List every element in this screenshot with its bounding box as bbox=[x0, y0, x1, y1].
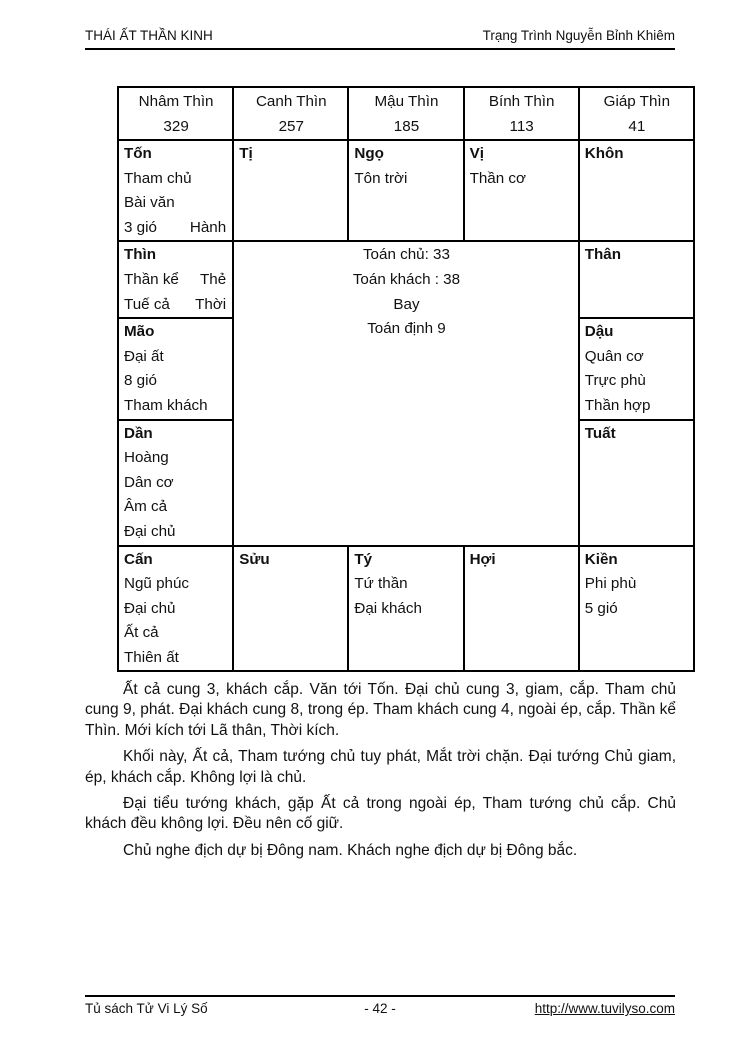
palace-cell-kien bbox=[579, 546, 694, 672]
year-number: 113 bbox=[509, 117, 534, 135]
year-row bbox=[118, 87, 694, 140]
palace-line: Dân cơ bbox=[124, 473, 174, 491]
palace-label: Thìn bbox=[124, 246, 157, 264]
center-line-toan-khach: Toán khách : 38 bbox=[352, 270, 461, 288]
body-paragraph-2: Khối này, Ất cả, Tham tướng chủ tuy phát, Mắt trời chặn. Đại tướng Chủ giam, ép, khách cắp. Không lợi là chủ. bbox=[85, 748, 676, 786]
footer-series-title: Tủ sách Tử Vi Lý Số bbox=[85, 1001, 208, 1016]
palace-line: Bài văn bbox=[124, 194, 175, 212]
palace-label: Thân bbox=[584, 246, 622, 264]
palace-line: Phi phù bbox=[584, 575, 637, 593]
palace-line: 5 gió bbox=[584, 599, 618, 617]
palace-line: Thần cơ bbox=[469, 169, 526, 187]
body-paragraph-3: Đại tiểu tướng khách, gặp Ất cả trong ngoài ép, Tham tướng chủ cắp. Chủ khách đều không lợi. Đều nên cố giữ. bbox=[85, 795, 676, 833]
doc-author: Trạng Trình Nguyễn Bỉnh Khiêm bbox=[482, 28, 675, 43]
year-name: Canh Thìn bbox=[255, 93, 327, 110]
palace-cell-vi bbox=[464, 140, 579, 241]
palace-cell-mao bbox=[118, 318, 233, 419]
palace-label: Ngọ bbox=[354, 145, 384, 162]
palace-label: Mão bbox=[124, 323, 155, 341]
palace-line: 3 gió Hành bbox=[124, 218, 227, 236]
palace-line: Thiên ất bbox=[124, 648, 179, 666]
palace-line: 8 gió bbox=[124, 372, 157, 390]
year-number: 41 bbox=[628, 117, 646, 135]
destiny-chart bbox=[117, 86, 695, 672]
palace-cell-can bbox=[118, 546, 233, 672]
palace-label: Cấn bbox=[124, 550, 153, 568]
year-number: 257 bbox=[278, 117, 304, 135]
doc-footer bbox=[85, 995, 675, 1017]
year-cell-nham-thin bbox=[118, 87, 233, 140]
palace-cell-ty bbox=[348, 546, 463, 672]
center-line-toan-chu: Toán chủ: 33 bbox=[362, 246, 450, 264]
palace-cell-dan bbox=[118, 420, 233, 546]
year-cell-giap-thin bbox=[579, 87, 694, 140]
center-line-toan-dinh: Toán định 9 bbox=[367, 320, 446, 338]
palace-cell-khon bbox=[579, 140, 694, 241]
year-cell-canh-thin bbox=[233, 87, 348, 140]
year-cell-mau-thin bbox=[348, 87, 463, 140]
palace-label: Vị bbox=[469, 145, 484, 162]
palace-label: Hợi bbox=[469, 550, 496, 568]
palace-line: Đại khách bbox=[354, 599, 422, 617]
year-number: 185 bbox=[393, 117, 420, 135]
palace-cell-dau bbox=[579, 318, 694, 419]
palace-line: Tham chủ bbox=[124, 169, 192, 187]
palace-label: Tốn bbox=[124, 145, 152, 162]
palace-label: Khôn bbox=[584, 145, 624, 162]
palace-cell-ngo bbox=[348, 140, 463, 241]
palace-label: Dần bbox=[124, 424, 153, 442]
palace-cell-hoi bbox=[464, 546, 579, 672]
palace-line: Ất cả bbox=[124, 624, 159, 642]
palace-line: Tứ thần bbox=[354, 575, 408, 593]
palace-line: Ngũ phúc bbox=[124, 575, 190, 593]
palace-label: Tị bbox=[239, 145, 253, 162]
body-paragraph-1: Ất cả cung 3, khách cắp. Văn tới Tốn. Đại chủ cung 3, giam, cắp. Tham chủ cung 9, phát. Đại khách cung 8, trong ép. Tham khách cung 4, ngoài ép, cắp. Thần kể Thìn. Mới kích tới Lã thân, Thời kích. bbox=[85, 681, 676, 739]
palace-cell-suu bbox=[233, 546, 348, 672]
palace-line: Trực phù bbox=[584, 372, 646, 390]
footer-website-link[interactable]: http://www.tuvilyso.com bbox=[534, 1001, 675, 1016]
year-name: Giáp Thìn bbox=[603, 93, 671, 110]
palace-line: Đại ất bbox=[124, 347, 164, 365]
palace-line: Tuế cả Thời bbox=[124, 295, 227, 313]
center-line-bay: Bay bbox=[393, 295, 420, 313]
year-number: 329 bbox=[163, 117, 189, 135]
page-number: - 42 - bbox=[364, 1001, 396, 1016]
palace-label: Kiền bbox=[584, 550, 618, 568]
palace-row-top bbox=[118, 140, 694, 241]
palace-cell-thin bbox=[118, 241, 233, 318]
palace-line: Đại chủ bbox=[124, 522, 176, 540]
body-paragraph-4: Chủ nghe địch dự bị Đông nam. Khách nghe địch dự bị Đông bắc. bbox=[123, 841, 578, 859]
palace-label: Tý bbox=[354, 550, 373, 568]
palace-line: Tôn trời bbox=[354, 169, 408, 187]
palace-line: Hoàng bbox=[124, 449, 169, 467]
palace-line: Tham khách bbox=[124, 396, 208, 414]
palace-cell-ton bbox=[118, 140, 233, 241]
chart-center bbox=[233, 241, 579, 545]
palace-cell-tuat bbox=[579, 420, 694, 546]
doc-title: THÁI ẤT THẦN KINH bbox=[85, 28, 213, 43]
palace-line: Quân cơ bbox=[584, 347, 644, 365]
palace-label: Tuất bbox=[584, 424, 616, 442]
year-name: Bính Thìn bbox=[488, 93, 555, 110]
palace-label: Dậu bbox=[584, 323, 614, 341]
palace-line: Thần hợp bbox=[584, 396, 651, 414]
palace-row-middle-1 bbox=[118, 241, 694, 318]
year-name: Nhâm Thìn bbox=[138, 93, 214, 110]
palace-cell-than bbox=[579, 241, 694, 318]
palace-label: Sửu bbox=[239, 550, 270, 568]
year-name: Mậu Thìn bbox=[374, 93, 439, 110]
year-cell-binh-thin bbox=[464, 87, 579, 140]
palace-line: Thần kể Thẻ bbox=[124, 270, 227, 288]
palace-line: Đại chủ bbox=[124, 599, 176, 617]
commentary bbox=[85, 680, 676, 867]
doc-header bbox=[85, 28, 675, 50]
palace-cell-ti bbox=[233, 140, 348, 241]
palace-line: Âm cả bbox=[124, 498, 168, 516]
palace-row-bottom bbox=[118, 546, 694, 672]
